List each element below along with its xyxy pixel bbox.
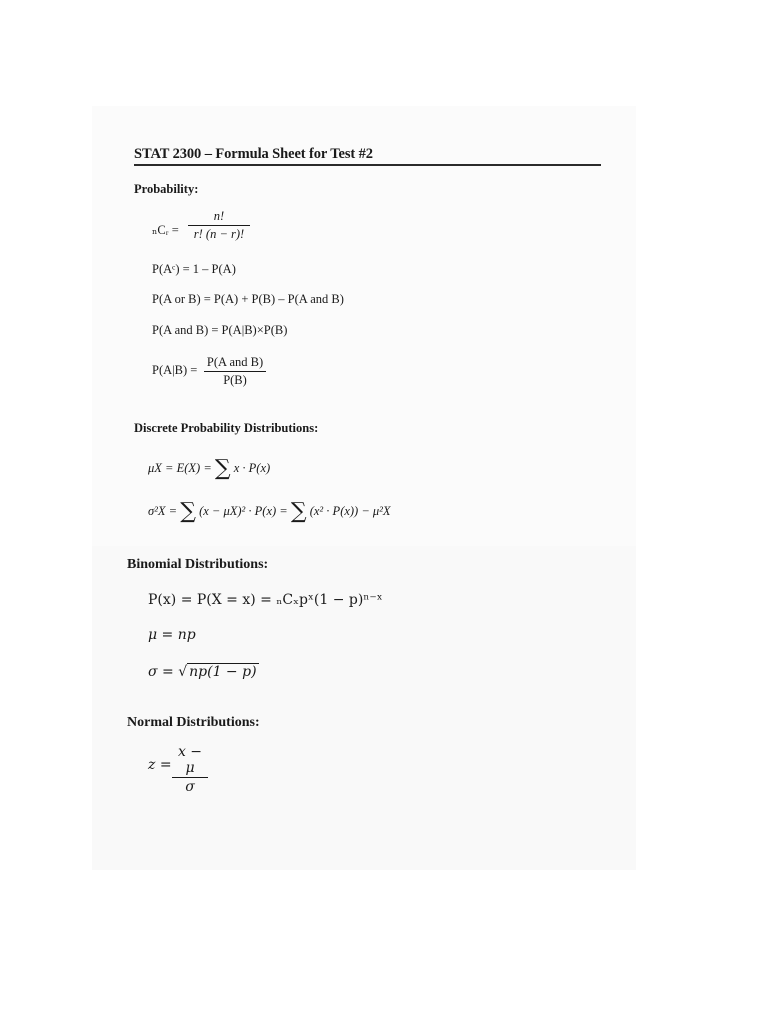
discrete-mean-formula bbox=[148, 456, 270, 481]
conditional-fraction bbox=[204, 355, 266, 388]
combination-lhs: ₙCᵣ = bbox=[152, 223, 179, 237]
summation-icon: ∑ bbox=[180, 499, 196, 524]
zscore-fraction bbox=[172, 744, 208, 795]
title-underline bbox=[134, 164, 601, 166]
binomial-sd-lhs: σ = bbox=[148, 664, 174, 680]
conditional-numerator: P(A and B) bbox=[206, 355, 264, 369]
discrete-mean-lhs: μX = E(X) = bbox=[148, 461, 212, 475]
discrete-mean-rhs: x · P(x) bbox=[233, 461, 271, 475]
binomial-heading: Binomial Distributions: bbox=[127, 557, 269, 572]
discrete-variance-lhs: σ²X = bbox=[148, 504, 178, 518]
fraction-bar bbox=[172, 777, 208, 778]
binomial-sd bbox=[148, 664, 259, 680]
zscore-denominator: σ bbox=[185, 779, 195, 795]
page-title: STAT 2300 – Formula Sheet for Test #2 bbox=[134, 146, 373, 162]
square-root bbox=[178, 664, 258, 680]
zscore-lhs: z = bbox=[148, 757, 172, 773]
discrete-variance-formula bbox=[148, 499, 391, 524]
multiplication-rule: P(A and B) = P(A|B)×P(B) bbox=[152, 323, 288, 337]
conditional-lhs: P(A|B) = bbox=[152, 363, 198, 377]
binomial-pmf: P(x) = P(X = x) = ₙCₓpˣ(1 − p)ⁿ⁻ˣ bbox=[148, 592, 383, 608]
binomial-mean: μ = np bbox=[148, 627, 196, 643]
conditional-denominator: P(B) bbox=[223, 373, 247, 387]
summation-icon: ∑ bbox=[290, 499, 307, 524]
zscore-numerator: x − μ bbox=[177, 744, 203, 776]
binomial-sd-radicand: np(1 − p) bbox=[189, 664, 257, 680]
complement-rule: P(Aᶜ) = 1 – P(A) bbox=[152, 262, 236, 276]
discrete-variance-mid: (x − μX)² · P(x) = bbox=[199, 504, 288, 518]
combination-fraction bbox=[188, 209, 250, 242]
discrete-variance-rhs: (x² · P(x)) − μ²X bbox=[309, 504, 391, 518]
fraction-bar bbox=[188, 225, 250, 226]
addition-rule: P(A or B) = P(A) + P(B) – P(A and B) bbox=[152, 292, 344, 306]
radical-sign-icon: √ bbox=[178, 664, 188, 680]
discrete-heading: Discrete Probability Distributions: bbox=[134, 421, 319, 435]
combination-denominator: r! (n − r)! bbox=[193, 227, 245, 241]
fraction-bar bbox=[204, 371, 266, 372]
combination-numerator: n! bbox=[213, 209, 225, 223]
summation-icon: ∑ bbox=[214, 456, 231, 481]
normal-heading: Normal Distributions: bbox=[127, 715, 260, 730]
probability-heading: Probability: bbox=[134, 182, 199, 196]
